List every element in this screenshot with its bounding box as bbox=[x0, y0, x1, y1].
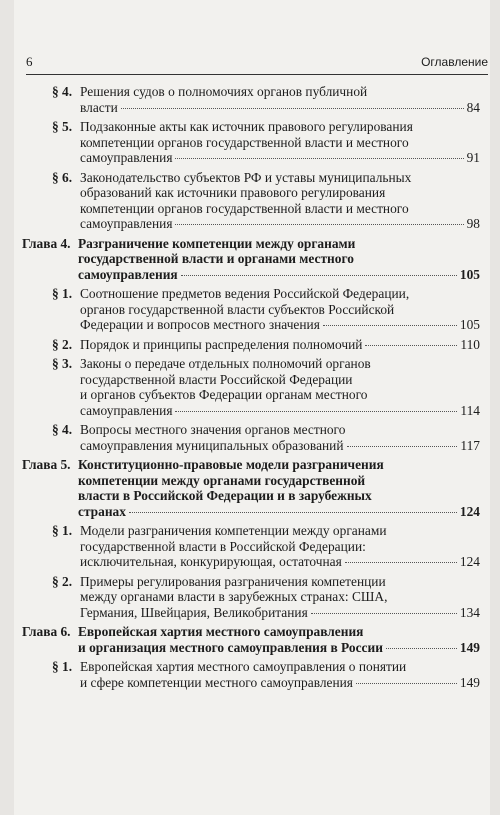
section-number: § 6. bbox=[52, 169, 73, 185]
toc-entry[interactable] bbox=[22, 236, 480, 283]
title-line: государственной власти в Российской Федерации: bbox=[80, 538, 366, 554]
section-number: § 1. bbox=[52, 659, 73, 674]
title-line: Соотношение предметов ведения Российской Федерации, bbox=[80, 286, 410, 301]
entry-title bbox=[78, 457, 480, 519]
title-line: Конституционно-правовые модели разграничения bbox=[78, 457, 384, 472]
toc-entry[interactable] bbox=[22, 119, 480, 166]
toc-entry[interactable] bbox=[22, 457, 480, 519]
title-line: Модели разграничения компетенции между органами bbox=[80, 523, 387, 538]
chapter-number: Глава 4. bbox=[22, 235, 71, 251]
running-title: Оглавление bbox=[421, 55, 488, 69]
title-line: Федерации и вопросов местного значения bbox=[80, 317, 320, 332]
title-line: Примеры регулирования разграничения компетенции bbox=[80, 573, 386, 589]
title-line: Европейская хартия местного самоуправления о понятии bbox=[80, 659, 407, 674]
dot-leader bbox=[181, 275, 457, 276]
title-line: компетенции органов государственной власти и местного bbox=[80, 200, 409, 216]
title-line: исключительная, конкурирующая, остаточная bbox=[80, 554, 342, 569]
book-page bbox=[14, 0, 490, 815]
page-ref: 134 bbox=[459, 604, 480, 620]
page-ref: 124 bbox=[459, 554, 480, 569]
title-line: компетенции органов государственной власти и местного bbox=[80, 134, 409, 150]
section-number: § 1. bbox=[52, 523, 73, 538]
toc-entry[interactable] bbox=[22, 84, 480, 115]
title-line: и организация местного самоуправления в России bbox=[78, 639, 383, 655]
title-line: государственной власти и органами местного bbox=[78, 251, 354, 266]
entry-title bbox=[80, 574, 480, 621]
title-line: власти в Российской Федерации и в зарубежных bbox=[78, 488, 372, 503]
dot-leader bbox=[345, 562, 457, 563]
section-number: § 1. bbox=[52, 286, 73, 301]
title-line: Порядок и принципы распределения полномочий bbox=[80, 336, 363, 352]
entry-title bbox=[80, 422, 480, 453]
title-line: Вопросы местного значения органов местного bbox=[80, 422, 346, 437]
dot-leader bbox=[175, 158, 463, 159]
page-ref: 105 bbox=[459, 317, 480, 332]
entry-title bbox=[80, 337, 480, 353]
title-line: Решения судов о полномочиях органов публичной bbox=[80, 84, 368, 99]
title-line: Подзаконные акты как источник правового регулирования bbox=[80, 119, 413, 134]
title-line: Европейская хартия местного самоуправления bbox=[78, 624, 364, 639]
title-line: странах bbox=[78, 503, 126, 519]
chapter-number: Глава 5. bbox=[22, 457, 71, 472]
dot-leader bbox=[175, 411, 457, 412]
entry-title bbox=[80, 119, 480, 166]
page-ref: 98 bbox=[466, 216, 480, 231]
title-line: Законодательство субъектов РФ и уставы муниципальных bbox=[80, 169, 412, 185]
title-line: самоуправления bbox=[80, 402, 173, 418]
page-ref: 84 bbox=[466, 99, 480, 115]
title-line: и сфере компетенции местного самоуправления bbox=[80, 674, 353, 690]
page-ref: 124 bbox=[459, 503, 480, 519]
entry-title bbox=[80, 523, 480, 570]
page-ref: 149 bbox=[459, 674, 480, 690]
title-line: власти bbox=[80, 99, 118, 115]
page-ref: 117 bbox=[460, 437, 480, 453]
dot-leader bbox=[356, 683, 457, 684]
entry-title bbox=[80, 659, 480, 690]
title-line: компетенции между органами государственной bbox=[78, 472, 366, 488]
chapter-number: Глава 6. bbox=[22, 624, 71, 639]
running-header bbox=[26, 54, 488, 75]
dot-leader bbox=[129, 512, 457, 513]
entry-title bbox=[80, 286, 480, 333]
dot-leader bbox=[365, 345, 457, 346]
title-line: самоуправления bbox=[80, 150, 173, 165]
section-number: § 3. bbox=[52, 356, 73, 371]
dot-leader bbox=[175, 224, 463, 225]
page-ref: 114 bbox=[460, 402, 480, 418]
page-ref: 110 bbox=[460, 336, 480, 352]
title-line: самоуправления муниципальных образований bbox=[80, 437, 344, 453]
toc-entry[interactable] bbox=[22, 286, 480, 333]
toc-entry[interactable] bbox=[22, 356, 480, 418]
title-line: самоуправления bbox=[78, 266, 178, 282]
title-line: органов государственной власти субъектов Российской bbox=[80, 301, 395, 317]
toc-entry[interactable] bbox=[22, 624, 480, 655]
page-ref: 91 bbox=[466, 150, 480, 165]
section-number: § 2. bbox=[52, 573, 73, 589]
toc-entry[interactable] bbox=[22, 170, 480, 232]
page-number: 6 bbox=[26, 54, 33, 69]
section-number: § 5. bbox=[52, 119, 73, 134]
entry-title bbox=[78, 236, 480, 283]
entry-title bbox=[80, 356, 480, 418]
section-number: § 4. bbox=[52, 84, 73, 99]
title-line: Законы о передаче отдельных полномочий органов bbox=[80, 356, 371, 371]
entry-title bbox=[80, 84, 480, 115]
toc-entry[interactable] bbox=[22, 337, 480, 353]
title-line: Разграничение компетенции между органами bbox=[78, 235, 356, 251]
section-number: § 2. bbox=[52, 336, 73, 352]
title-line: государственной власти Российской Федерации bbox=[80, 371, 353, 387]
section-number: § 4. bbox=[52, 422, 73, 437]
toc-entry[interactable] bbox=[22, 523, 480, 570]
title-line: между органами власти в зарубежных странах: США, bbox=[80, 589, 388, 604]
table-of-contents bbox=[22, 84, 480, 694]
toc-entry[interactable] bbox=[22, 659, 480, 690]
dot-leader bbox=[347, 446, 458, 447]
dot-leader bbox=[311, 613, 457, 614]
dot-leader bbox=[323, 325, 457, 326]
dot-leader bbox=[121, 108, 464, 109]
page-ref: 149 bbox=[459, 639, 480, 655]
dot-leader bbox=[386, 648, 457, 649]
title-line: образований как источники правового регулирования bbox=[80, 185, 386, 200]
toc-entry[interactable] bbox=[22, 574, 480, 621]
page-ref: 105 bbox=[459, 266, 480, 282]
entry-title bbox=[80, 170, 480, 232]
title-line: самоуправления bbox=[80, 216, 173, 231]
entry-title bbox=[78, 624, 480, 655]
toc-entry[interactable] bbox=[22, 422, 480, 453]
title-line: Германия, Швейцария, Великобритания bbox=[80, 604, 308, 620]
title-line: и органов субъектов Федерации органам местного bbox=[80, 387, 368, 402]
